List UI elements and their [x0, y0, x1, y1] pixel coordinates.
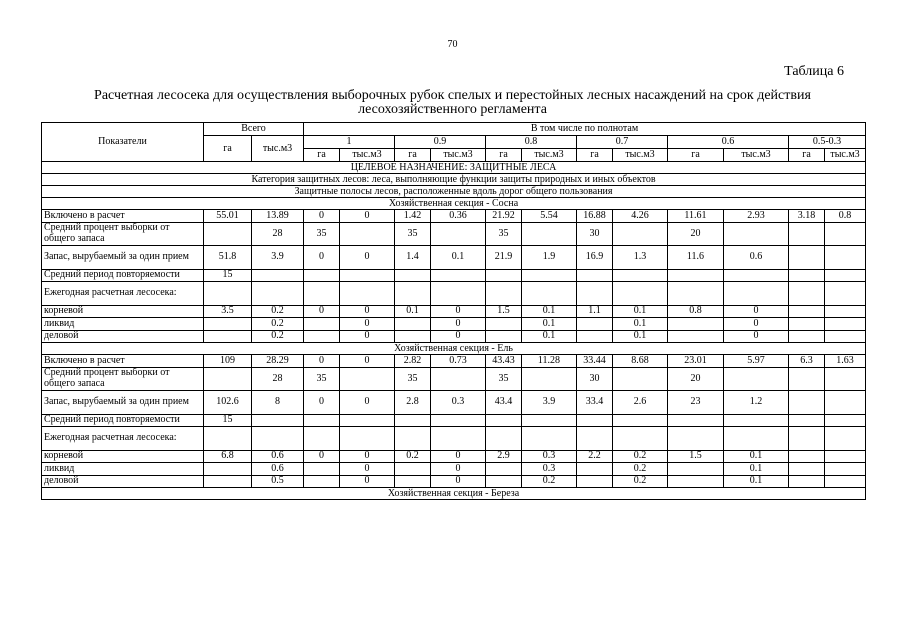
table-cell	[825, 222, 866, 246]
row-label: ликвид	[42, 463, 204, 476]
header-unit-m3: тыс.м3	[613, 149, 668, 162]
header-unit-m3: тыс.м3	[431, 149, 486, 162]
table-cell	[789, 318, 825, 331]
table-cell	[825, 305, 866, 318]
table-cell: 0.2	[613, 475, 668, 488]
table-cell: 0.2	[395, 450, 431, 463]
table-cell	[724, 414, 789, 427]
table-cell: 35	[395, 367, 431, 391]
table-cell	[431, 427, 486, 451]
table-cell	[577, 427, 613, 451]
table-cell	[204, 318, 252, 331]
table-cell: 5.97	[724, 355, 789, 368]
table-cell: 20	[668, 222, 724, 246]
table-cell: 28	[252, 222, 304, 246]
table-cell	[340, 282, 395, 306]
table-row	[42, 355, 866, 368]
table-cell: 0.6	[252, 463, 304, 476]
table-cell: 21.9	[486, 246, 522, 270]
table-cell: 3.9	[522, 391, 577, 415]
table-cell: 0.2	[613, 463, 668, 476]
section-row	[42, 162, 866, 174]
header-density: 1	[304, 136, 395, 149]
table-cell: 13.89	[252, 210, 304, 223]
table-cell	[431, 367, 486, 391]
table-cell	[577, 475, 613, 488]
table-cell: 0.1	[613, 305, 668, 318]
table-cell	[431, 414, 486, 427]
table-cell	[304, 414, 340, 427]
table-cell: 0	[340, 463, 395, 476]
table-cell: 3.9	[252, 246, 304, 270]
table-cell	[522, 282, 577, 306]
table-cell: 109	[204, 355, 252, 368]
table-cell: 11.61	[668, 210, 724, 223]
table-cell: 35	[486, 222, 522, 246]
table-cell	[304, 475, 340, 488]
section-spruce: Хозяйственная секция - Ель	[42, 343, 866, 355]
table-row	[42, 269, 866, 282]
table-cell: 0.2	[252, 318, 304, 331]
table-cell	[613, 427, 668, 451]
table-cell	[486, 282, 522, 306]
table-cell: 43.4	[486, 391, 522, 415]
table-cell: 0	[304, 246, 340, 270]
table-cell: 0	[724, 305, 789, 318]
header-density: 0.8	[486, 136, 577, 149]
table-label: Таблица 6	[784, 64, 844, 79]
table-cell	[577, 463, 613, 476]
table-cell	[789, 367, 825, 391]
table-cell	[825, 463, 866, 476]
table-row	[42, 427, 866, 451]
table-cell	[789, 414, 825, 427]
table-cell	[522, 427, 577, 451]
table-cell: 21.92	[486, 210, 522, 223]
table-cell	[577, 269, 613, 282]
table-cell: 2.8	[395, 391, 431, 415]
table-cell: 33.4	[577, 391, 613, 415]
table-cell: 1.42	[395, 210, 431, 223]
table-row	[42, 210, 866, 223]
table-cell	[340, 427, 395, 451]
table-cell	[577, 414, 613, 427]
table-cell: 0.1	[522, 318, 577, 331]
table-cell	[252, 414, 304, 427]
allowable-cut-table	[41, 122, 866, 500]
row-label: Ежегодная расчетная лесосека:	[42, 282, 204, 306]
table-cell: 0.8	[825, 210, 866, 223]
header-unit-ha: га	[395, 149, 431, 162]
table-cell	[668, 269, 724, 282]
table-cell: 3.5	[204, 305, 252, 318]
section-birch: Хозяйственная секция - Береза	[42, 488, 866, 500]
header-density: 0.5-0.3	[789, 136, 866, 149]
table-cell	[340, 269, 395, 282]
header-indicators: Показатели	[42, 123, 204, 162]
header-unit-ha: га	[789, 149, 825, 162]
table-cell	[613, 269, 668, 282]
table-cell: 23	[668, 391, 724, 415]
table-cell	[668, 282, 724, 306]
table-cell	[204, 330, 252, 343]
table-cell	[204, 475, 252, 488]
table-cell: 0.1	[613, 318, 668, 331]
table-cell: 0	[340, 475, 395, 488]
table-cell	[668, 463, 724, 476]
table-cell	[486, 330, 522, 343]
table-cell: 1.9	[522, 246, 577, 270]
header-including: В том числе по полнотам	[304, 123, 866, 136]
table-cell	[789, 427, 825, 451]
table-cell	[825, 246, 866, 270]
table-cell: 2.2	[577, 450, 613, 463]
table-cell	[724, 269, 789, 282]
table-cell	[431, 222, 486, 246]
table-cell	[304, 269, 340, 282]
table-cell: 6.3	[789, 355, 825, 368]
table-cell	[522, 222, 577, 246]
table-cell	[825, 427, 866, 451]
section-row	[42, 198, 866, 210]
header-unit-m3: тыс.м3	[340, 149, 395, 162]
table-cell	[431, 269, 486, 282]
table-cell	[486, 463, 522, 476]
table-cell	[252, 282, 304, 306]
table-cell	[204, 222, 252, 246]
table-cell: 0.1	[724, 450, 789, 463]
table-cell: 4.26	[613, 210, 668, 223]
table-cell	[825, 391, 866, 415]
table-cell	[431, 282, 486, 306]
table-cell	[395, 427, 431, 451]
row-label: Ежегодная расчетная лесосека:	[42, 427, 204, 451]
table-cell: 3.18	[789, 210, 825, 223]
table-row	[42, 391, 866, 415]
table-cell	[486, 318, 522, 331]
table-cell: 35	[395, 222, 431, 246]
table-cell: 0.1	[522, 305, 577, 318]
section-purpose: ЦЕЛЕВОЕ НАЗНАЧЕНИЕ: ЗАЩИТНЫЕ ЛЕСА	[42, 162, 866, 174]
table-cell	[486, 414, 522, 427]
table-cell: 8	[252, 391, 304, 415]
table-cell	[789, 330, 825, 343]
table-cell	[825, 269, 866, 282]
table-cell: 0.1	[522, 330, 577, 343]
table-cell: 30	[577, 367, 613, 391]
table-cell: 0	[340, 330, 395, 343]
header-unit-ha: га	[304, 149, 340, 162]
row-label: деловой	[42, 475, 204, 488]
table-cell	[825, 330, 866, 343]
document-title: Расчетная лесосека для осуществления выборочных рубок спелых и перестойных лесных насаждений на срок действия лесохозяйственного регламента	[94, 88, 811, 117]
header-unit-ha: га	[668, 149, 724, 162]
table-cell	[577, 330, 613, 343]
table-cell: 0	[431, 463, 486, 476]
table-cell: 2.6	[613, 391, 668, 415]
table-cell: 1.3	[613, 246, 668, 270]
table-row	[42, 282, 866, 306]
header-density: 0.7	[577, 136, 668, 149]
row-label: Включено в расчет	[42, 210, 204, 223]
table-cell	[789, 246, 825, 270]
table-cell: 0	[431, 450, 486, 463]
section-row	[42, 174, 866, 186]
table-row	[42, 330, 866, 343]
row-label: Средний период повторяемости	[42, 269, 204, 282]
table-cell	[613, 414, 668, 427]
table-cell: 0	[340, 355, 395, 368]
table-cell: 0.6	[724, 246, 789, 270]
table-cell: 0.3	[522, 463, 577, 476]
table-cell: 35	[486, 367, 522, 391]
table-cell: 0	[431, 330, 486, 343]
table-cell	[304, 330, 340, 343]
table-cell	[613, 282, 668, 306]
page-number: 70	[447, 39, 458, 50]
table-row	[42, 318, 866, 331]
table-cell	[825, 475, 866, 488]
table-cell: 0.8	[668, 305, 724, 318]
table-cell: 0	[724, 318, 789, 331]
table-cell	[304, 318, 340, 331]
table-cell: 0.1	[724, 475, 789, 488]
table-row	[42, 475, 866, 488]
table-cell	[724, 427, 789, 451]
table-cell: 11.6	[668, 246, 724, 270]
table-cell	[825, 414, 866, 427]
table-cell: 0.5	[252, 475, 304, 488]
table-cell	[204, 282, 252, 306]
table-cell: 0	[431, 305, 486, 318]
table-cell	[668, 427, 724, 451]
table-cell	[789, 282, 825, 306]
table-cell: 0	[340, 318, 395, 331]
header-total: Всего	[204, 123, 304, 136]
table-cell: 28.29	[252, 355, 304, 368]
table-cell: 8.68	[613, 355, 668, 368]
table-cell	[522, 367, 577, 391]
table-cell: 0.3	[522, 450, 577, 463]
table-cell: 2.93	[724, 210, 789, 223]
table-row	[42, 463, 866, 476]
table-cell	[789, 391, 825, 415]
table-cell: 20	[668, 367, 724, 391]
row-label: Средний процент выборки от общего запаса	[42, 222, 204, 246]
table-cell	[724, 367, 789, 391]
table-cell	[304, 427, 340, 451]
header-unit-m3: тыс.м3	[522, 149, 577, 162]
table-cell	[724, 282, 789, 306]
table-cell: 23.01	[668, 355, 724, 368]
table-cell: 0.6	[252, 450, 304, 463]
table-cell: 16.9	[577, 246, 613, 270]
table-cell: 0	[340, 210, 395, 223]
header-density: 0.6	[668, 136, 789, 149]
row-label: Включено в расчет	[42, 355, 204, 368]
table-cell	[395, 282, 431, 306]
table-cell	[340, 222, 395, 246]
table-cell: 30	[577, 222, 613, 246]
table-cell	[789, 463, 825, 476]
table-cell	[204, 463, 252, 476]
header-unit-ha: га	[577, 149, 613, 162]
table-cell: 11.28	[522, 355, 577, 368]
section-subcategory: Защитные полосы лесов, расположенные вдоль дорог общего пользования	[42, 186, 866, 198]
row-label: ликвид	[42, 318, 204, 331]
section-row	[42, 186, 866, 198]
table-cell: 1.5	[668, 450, 724, 463]
header-row-1	[42, 123, 866, 136]
row-label: Средний период повторяемости	[42, 414, 204, 427]
section-category: Категория защитных лесов: леса, выполняющие функции защиты природных и иных объектов	[42, 174, 866, 186]
row-label: корневой	[42, 305, 204, 318]
table-cell: 15	[204, 269, 252, 282]
table-cell: 0	[340, 246, 395, 270]
table-cell	[668, 318, 724, 331]
table-cell	[789, 222, 825, 246]
section-row	[42, 343, 866, 355]
table-row	[42, 414, 866, 427]
table-row	[42, 450, 866, 463]
table-cell	[395, 475, 431, 488]
row-label: Запас, вырубаемый за один прием	[42, 391, 204, 415]
table-cell: 0.3	[431, 391, 486, 415]
header-unit-m3: тыс.м3	[825, 149, 866, 162]
table-cell: 35	[304, 367, 340, 391]
table-cell	[825, 450, 866, 463]
table-cell: 1.4	[395, 246, 431, 270]
table-cell: 0.1	[613, 330, 668, 343]
table-row	[42, 367, 866, 391]
table-row	[42, 222, 866, 246]
table-cell: 2.82	[395, 355, 431, 368]
table-cell: 0.1	[395, 305, 431, 318]
table-cell: 0.2	[252, 305, 304, 318]
header-unit-m3: тыс.м3	[724, 149, 789, 162]
table-cell	[486, 475, 522, 488]
table-cell	[304, 282, 340, 306]
table-cell	[825, 282, 866, 306]
table-cell	[577, 318, 613, 331]
table-cell	[486, 269, 522, 282]
table-cell	[395, 414, 431, 427]
table-cell: 55.01	[204, 210, 252, 223]
table-row	[42, 305, 866, 318]
table-cell: 0.2	[522, 475, 577, 488]
table-cell: 6.8	[204, 450, 252, 463]
table-cell: 0	[431, 318, 486, 331]
table-cell	[613, 222, 668, 246]
table-cell	[613, 367, 668, 391]
table-cell: 0	[724, 330, 789, 343]
table-cell: 0	[304, 450, 340, 463]
table-cell	[395, 330, 431, 343]
table-cell	[252, 269, 304, 282]
table-cell	[204, 367, 252, 391]
table-cell	[395, 463, 431, 476]
table-cell	[252, 427, 304, 451]
table-cell	[340, 367, 395, 391]
table-cell: 0	[304, 305, 340, 318]
table-cell: 102.6	[204, 391, 252, 415]
header-total-ha: га	[204, 136, 252, 162]
header-total-m3: тыс.м3	[252, 136, 304, 162]
section-pine: Хозяйственная секция - Сосна	[42, 198, 866, 210]
table-cell: 0.2	[613, 450, 668, 463]
table-cell: 1.1	[577, 305, 613, 318]
header-density: 0.9	[395, 136, 486, 149]
table-cell: 1.2	[724, 391, 789, 415]
table-cell: 0.1	[724, 463, 789, 476]
table-cell: 0.1	[431, 246, 486, 270]
table-cell	[522, 269, 577, 282]
table-cell	[204, 427, 252, 451]
table-cell: 0	[304, 210, 340, 223]
table-cell: 33.44	[577, 355, 613, 368]
table-cell: 43.43	[486, 355, 522, 368]
table-cell: 15	[204, 414, 252, 427]
header-unit-ha: га	[486, 149, 522, 162]
table-cell	[340, 414, 395, 427]
table-cell: 0.36	[431, 210, 486, 223]
table-cell	[522, 414, 577, 427]
table-cell	[395, 318, 431, 331]
table-cell: 0	[340, 450, 395, 463]
table-cell: 28	[252, 367, 304, 391]
table-row	[42, 246, 866, 270]
row-label: корневой	[42, 450, 204, 463]
table-cell	[825, 367, 866, 391]
table-cell: 51.8	[204, 246, 252, 270]
table-cell: 0	[304, 391, 340, 415]
row-label: Средний процент выборки от общего запаса	[42, 367, 204, 391]
section-row	[42, 488, 866, 500]
table-cell	[668, 414, 724, 427]
table-cell: 0	[431, 475, 486, 488]
table-cell	[789, 305, 825, 318]
row-label: Запас, вырубаемый за один прием	[42, 246, 204, 270]
table-cell	[395, 269, 431, 282]
table-cell	[577, 282, 613, 306]
table-cell: 5.54	[522, 210, 577, 223]
table-cell	[789, 450, 825, 463]
table-cell	[724, 222, 789, 246]
table-cell: 0.2	[252, 330, 304, 343]
table-cell: 1.5	[486, 305, 522, 318]
table-cell: 0.73	[431, 355, 486, 368]
table-cell	[486, 427, 522, 451]
table-cell: 35	[304, 222, 340, 246]
table-cell: 2.9	[486, 450, 522, 463]
table-cell: 1.63	[825, 355, 866, 368]
table-cell: 16.88	[577, 210, 613, 223]
table-cell	[789, 475, 825, 488]
table-cell	[668, 330, 724, 343]
table-cell	[668, 475, 724, 488]
table-cell: 0	[340, 305, 395, 318]
table-cell	[304, 463, 340, 476]
table-cell: 0	[304, 355, 340, 368]
row-label: деловой	[42, 330, 204, 343]
table-cell	[825, 318, 866, 331]
table-cell	[789, 269, 825, 282]
table-cell: 0	[340, 391, 395, 415]
